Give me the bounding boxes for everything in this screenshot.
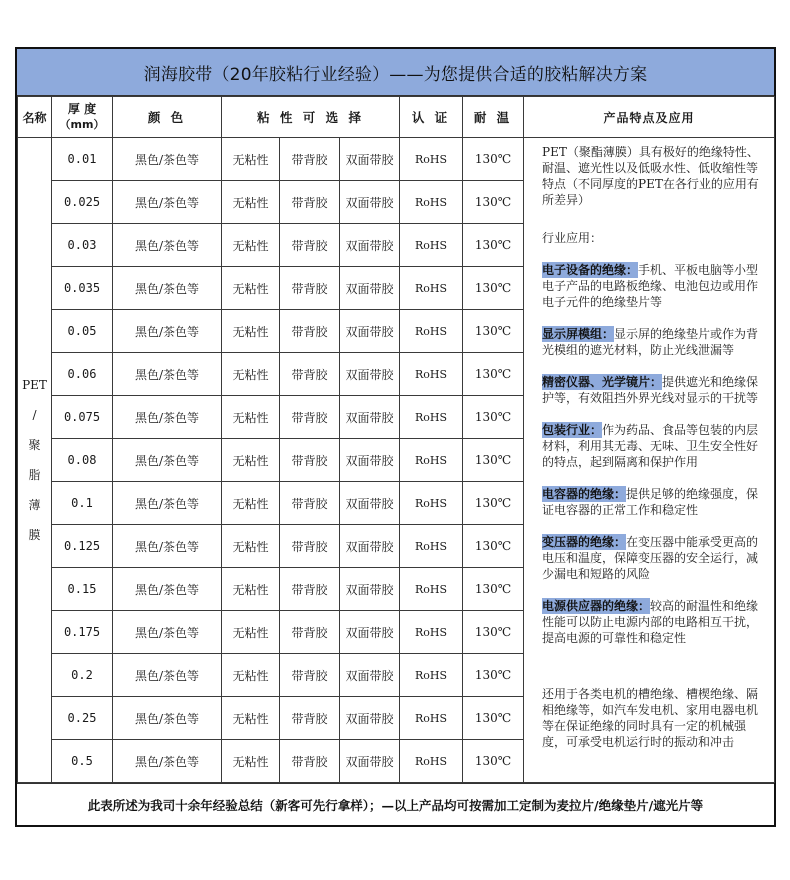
adhesion-option-none: 无粘性 — [222, 611, 280, 654]
intro-text: PET（聚酯薄膜）具有极好的绝缘特性、耐温、遮光性以及低吸水性、低收缩性等特点（不同厚度的PET在各行业的应用有所差异） — [542, 145, 759, 207]
thickness-cell: 0.035 — [52, 267, 113, 310]
adhesion-option-none: 无粘性 — [222, 310, 280, 353]
header-thickness-unit: （mm） — [59, 118, 105, 131]
temperature-cell: 130℃ — [463, 611, 524, 654]
adhesion-option-double: 双面带胶 — [340, 353, 400, 396]
application-text: 提供遮光和绝缘保护等，有效阻挡外界光线对显示的干扰等 — [542, 375, 759, 405]
adhesion-option-none: 无粘性 — [222, 396, 280, 439]
adhesion-option-backed: 带背胶 — [280, 310, 340, 353]
adhesion-option-double: 双面带胶 — [340, 138, 400, 181]
footer-text: 此表所述为我司十余年经验总结（新客可先行拿样）；—以上产品均可按需加工定制为麦拉片/绝缘垫片/遮光片等 — [87, 797, 704, 813]
header-temperature: 耐 温 — [463, 97, 524, 138]
adhesion-option-none: 无粘性 — [222, 138, 280, 181]
application-label: 电子设备的绝缘： — [542, 263, 639, 277]
application-text: 作为药品、食品等包装的内层材料，利用其无毒、无味、卫生安全性好的特点，起到隔离和保护作用 — [542, 423, 759, 469]
product-name-char: 膜 — [28, 528, 41, 542]
temperature-cell: 130℃ — [463, 654, 524, 697]
adhesion-option-double: 双面带胶 — [340, 740, 400, 783]
temperature-cell: 130℃ — [463, 310, 524, 353]
adhesion-option-backed: 带背胶 — [280, 138, 340, 181]
temperature-cell: 130℃ — [463, 396, 524, 439]
application-item — [542, 374, 766, 406]
temperature-cell: 130℃ — [463, 525, 524, 568]
adhesion-option-double: 双面带胶 — [340, 482, 400, 525]
color-cell: 黑色/茶色等 — [113, 267, 222, 310]
thickness-cell: 0.25 — [52, 697, 113, 740]
adhesion-option-none: 无粘性 — [222, 525, 280, 568]
product-name-char: 薄 — [28, 498, 41, 512]
color-cell: 黑色/茶色等 — [113, 611, 222, 654]
adhesion-option-backed: 带背胶 — [280, 654, 340, 697]
adhesion-option-none: 无粘性 — [222, 224, 280, 267]
application-text: 显示屏的绝缘垫片或作为背光模组的遮光材料，防止光线泄漏等 — [542, 327, 759, 357]
color-cell: 黑色/茶色等 — [113, 697, 222, 740]
color-cell: 黑色/茶色等 — [113, 138, 222, 181]
title-banner — [17, 49, 774, 96]
thickness-cell: 0.15 — [52, 568, 113, 611]
color-cell: 黑色/茶色等 — [113, 740, 222, 783]
industry-label: 行业应用： — [542, 231, 603, 245]
thickness-cell: 0.175 — [52, 611, 113, 654]
application-label: 变压器的绝缘： — [542, 535, 627, 549]
temperature-cell: 130℃ — [463, 224, 524, 267]
header-color: 颜 色 — [113, 97, 222, 138]
closing-text: 还用于各类电机的槽绝缘、槽楔绝缘、隔相绝缘等，如汽车发电机、家用电器电机等在保证绝缘的同时具有一定的机械强度，可承受电机运行时的振动和冲击 — [542, 687, 759, 749]
adhesion-option-double: 双面带胶 — [340, 654, 400, 697]
color-cell: 黑色/茶色等 — [113, 482, 222, 525]
adhesion-option-double: 双面带胶 — [340, 181, 400, 224]
header-thickness-label: 厚 度 — [67, 102, 97, 116]
application-label: 包装行业： — [542, 423, 603, 437]
temperature-cell: 130℃ — [463, 181, 524, 224]
temperature-cell: 130℃ — [463, 482, 524, 525]
application-item — [542, 486, 766, 518]
thickness-cell: 0.1 — [52, 482, 113, 525]
adhesion-option-backed: 带背胶 — [280, 568, 340, 611]
adhesion-option-none: 无粘性 — [222, 439, 280, 482]
certification-cell: RoHS — [400, 740, 463, 783]
color-cell: 黑色/茶色等 — [113, 568, 222, 611]
adhesion-option-double: 双面带胶 — [340, 697, 400, 740]
adhesion-option-none: 无粘性 — [222, 697, 280, 740]
adhesion-option-backed: 带背胶 — [280, 396, 340, 439]
adhesion-option-backed: 带背胶 — [280, 353, 340, 396]
product-name-cell — [18, 138, 52, 783]
adhesion-option-none: 无粘性 — [222, 740, 280, 783]
certification-cell: RoHS — [400, 697, 463, 740]
thickness-cell: 0.075 — [52, 396, 113, 439]
adhesion-option-double: 双面带胶 — [340, 439, 400, 482]
temperature-cell: 130℃ — [463, 568, 524, 611]
thickness-cell: 0.08 — [52, 439, 113, 482]
adhesion-option-double: 双面带胶 — [340, 525, 400, 568]
table-row — [18, 138, 775, 181]
application-item — [542, 534, 766, 582]
adhesion-option-backed: 带背胶 — [280, 740, 340, 783]
product-name-char: / — [32, 408, 37, 422]
certification-cell: RoHS — [400, 396, 463, 439]
color-cell: 黑色/茶色等 — [113, 310, 222, 353]
product-name-char: 脂 — [28, 468, 41, 482]
footer-note — [17, 783, 774, 825]
color-cell: 黑色/茶色等 — [113, 654, 222, 697]
adhesion-option-none: 无粘性 — [222, 353, 280, 396]
adhesion-option-backed: 带背胶 — [280, 224, 340, 267]
application-text: 在变压器中能承受更高的电压和温度，保障变压器的安全运行，减少漏电和短路的风险 — [542, 535, 759, 581]
application-item — [542, 262, 766, 310]
certification-cell: RoHS — [400, 482, 463, 525]
color-cell: 黑色/茶色等 — [113, 353, 222, 396]
thickness-cell: 0.03 — [52, 224, 113, 267]
table-body — [18, 138, 775, 783]
adhesion-option-backed: 带背胶 — [280, 611, 340, 654]
application-text: 提供足够的绝缘强度，保证电容器的正常工作和稳定性 — [542, 487, 759, 517]
adhesion-option-double: 双面带胶 — [340, 310, 400, 353]
application-label: 电源供应器的绝缘： — [542, 599, 651, 613]
application-item — [542, 598, 766, 646]
application-label: 电容器的绝缘： — [542, 487, 627, 501]
color-cell: 黑色/茶色等 — [113, 525, 222, 568]
certification-cell: RoHS — [400, 310, 463, 353]
adhesion-option-none: 无粘性 — [222, 181, 280, 224]
header-row — [18, 97, 775, 138]
thickness-cell: 0.5 — [52, 740, 113, 783]
certification-cell: RoHS — [400, 439, 463, 482]
header-features: 产品特点及应用 — [524, 97, 775, 138]
spec-table — [17, 96, 775, 783]
adhesion-option-backed: 带背胶 — [280, 181, 340, 224]
thickness-cell: 0.05 — [52, 310, 113, 353]
product-name-char: PET — [22, 378, 47, 392]
adhesion-option-none: 无粘性 — [222, 568, 280, 611]
application-item — [542, 326, 766, 358]
adhesion-option-none: 无粘性 — [222, 482, 280, 525]
header-thickness — [52, 97, 113, 138]
thickness-cell: 0.125 — [52, 525, 113, 568]
temperature-cell: 130℃ — [463, 267, 524, 310]
header-name: 名称 — [18, 97, 52, 138]
header-certification: 认 证 — [400, 97, 463, 138]
color-cell: 黑色/茶色等 — [113, 439, 222, 482]
temperature-cell: 130℃ — [463, 439, 524, 482]
certification-cell: RoHS — [400, 654, 463, 697]
certification-cell: RoHS — [400, 568, 463, 611]
page-title: 润海胶带（20年胶粘行业经验）——为您提供合适的胶粘解决方案 — [143, 64, 648, 85]
certification-cell: RoHS — [400, 353, 463, 396]
certification-cell: RoHS — [400, 611, 463, 654]
thickness-cell: 0.01 — [52, 138, 113, 181]
adhesion-option-double: 双面带胶 — [340, 267, 400, 310]
adhesion-option-double: 双面带胶 — [340, 224, 400, 267]
application-label: 精密仪器、光学镜片： — [542, 375, 663, 389]
color-cell: 黑色/茶色等 — [113, 181, 222, 224]
thickness-cell: 0.2 — [52, 654, 113, 697]
adhesion-option-double: 双面带胶 — [340, 568, 400, 611]
certification-cell: RoHS — [400, 525, 463, 568]
product-name-char: 聚 — [28, 438, 41, 452]
application-text: 手机、平板电脑等小型电子产品的电路板绝缘、电池包边或用作电子元件的绝缘垫片等 — [542, 263, 759, 309]
adhesion-option-backed: 带背胶 — [280, 439, 340, 482]
adhesion-option-none: 无粘性 — [222, 267, 280, 310]
application-text: 较高的耐温性和绝缘性能可以防止电源内部的电路相互干扰，提高电源的可靠性和稳定性 — [542, 599, 759, 645]
certification-cell: RoHS — [400, 181, 463, 224]
thickness-cell: 0.06 — [52, 353, 113, 396]
adhesion-option-backed: 带背胶 — [280, 267, 340, 310]
temperature-cell: 130℃ — [463, 353, 524, 396]
adhesion-option-none: 无粘性 — [222, 654, 280, 697]
temperature-cell: 130℃ — [463, 697, 524, 740]
color-cell: 黑色/茶色等 — [113, 224, 222, 267]
certification-cell: RoHS — [400, 224, 463, 267]
color-cell: 黑色/茶色等 — [113, 396, 222, 439]
thickness-cell: 0.025 — [52, 181, 113, 224]
adhesion-option-double: 双面带胶 — [340, 396, 400, 439]
application-item — [542, 422, 766, 470]
application-label: 显示屏模组： — [542, 327, 615, 341]
adhesion-option-double: 双面带胶 — [340, 611, 400, 654]
adhesion-option-backed: 带背胶 — [280, 482, 340, 525]
temperature-cell: 130℃ — [463, 740, 524, 783]
temperature-cell: 130℃ — [463, 138, 524, 181]
spec-sheet — [15, 47, 776, 827]
adhesion-option-backed: 带背胶 — [280, 525, 340, 568]
header-adhesion: 粘 性 可 选 择 — [222, 97, 400, 138]
certification-cell: RoHS — [400, 138, 463, 181]
features-cell — [524, 138, 775, 783]
certification-cell: RoHS — [400, 267, 463, 310]
adhesion-option-backed: 带背胶 — [280, 697, 340, 740]
